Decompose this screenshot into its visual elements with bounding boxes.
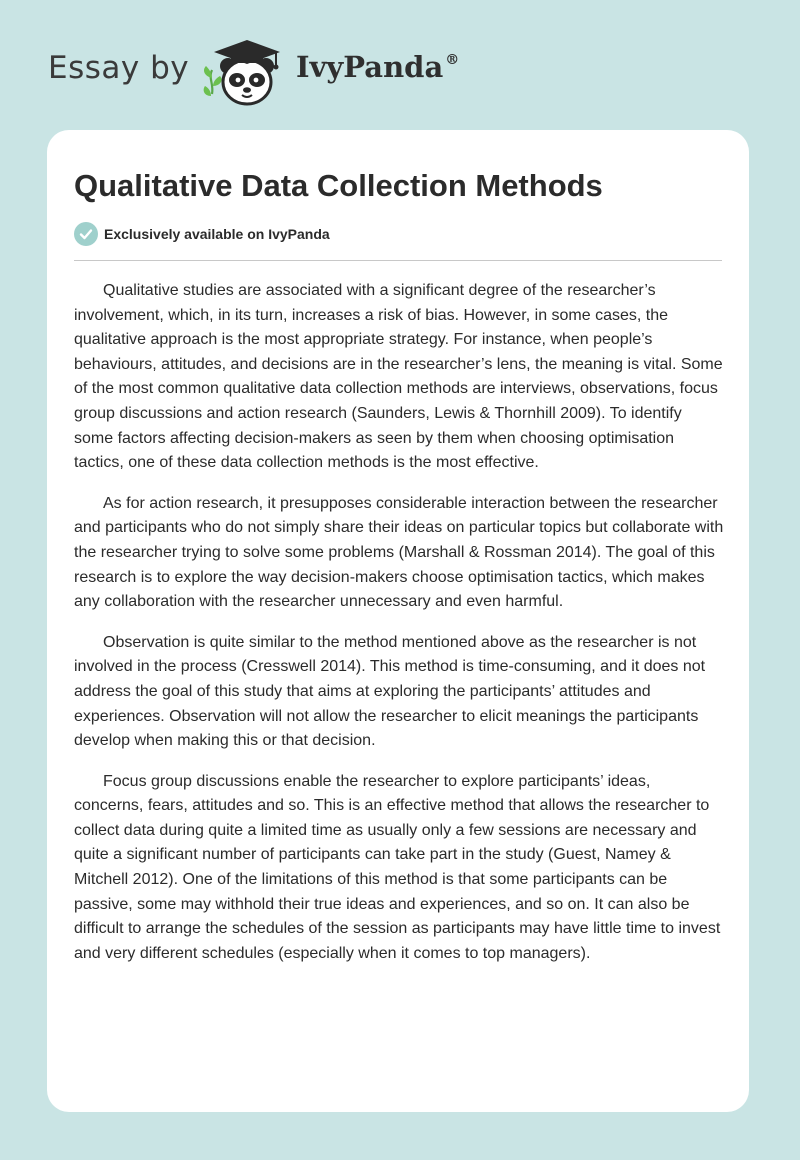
registered-mark: ® [445,52,460,68]
paragraph: As for action research, it presupposes considerable interaction between the researcher and participants who do not simply share their ideas on particular topics but collaborate with the researcher trying to solve some problems (Marshall & Rossman 2014). The goal of this research is to explore the way decision-makers choose optimisation tactics, which makes any collaboration with the researcher unnecessary and even harmful. [74,494,724,611]
article-body [74,279,724,982]
paragraph: Observation is quite similar to the method mentioned above as the researcher is not involved in the process (Cresswell 2014). This method is time-consuming, and it does not address the goal of this study that aims at exploring the participants’ attitudes and experiences. Observation will not allow the researcher to elicit meanings the participants develop when making this or that decision. [74,633,706,750]
badge-label: Exclusively available on IvyPanda [104,226,330,242]
panda-graduate-icon [198,34,294,108]
page-title: Qualitative Data Collection Methods [74,168,603,203]
essay-by-label: Essay by [48,50,190,86]
divider [74,260,722,261]
article-card [47,130,749,1112]
exclusive-badge [74,222,330,246]
paragraph: Focus group discussions enable the researcher to explore participants’ ideas, concerns, fears, attitudes and so. This is an effective method that allows the researcher to collect data during quite a limited time as usually only a few sessions are necessary and quite a significant number of participants can take part in the study (Guest, Namey & Mitchell 2012). One of the limitations of this method is that some participants can be passive, some may withhold their true ideas and experiences, and so on. It can also be difficult to arrange the schedules of the session as participants may have little time to invest and very different schedules (especially when it comes to top managers). [74,772,721,962]
check-circle-icon [74,222,98,246]
site-header [0,0,800,130]
paragraph: Qualitative studies are associated with a significant degree of the researcher’s involvement, which, in its turn, increases a risk of bias. However, in some cases, the qualitative approach is the most appropriate strategy. For instance, when people’s behaviours, attitudes, and decisions are in the researcher’s lens, the meaning is vital. Some of the most common qualitative data collection methods are interviews, observations, focus group discussions and action research (Saunders, Lewis & Thornhill 2009). To identify some factors affecting decision-makers as seen by them when choosing optimisation tactics, one of these data collection methods is the most effective. [74,282,723,472]
brand-logo-text: IvyPanda ® [296,50,460,84]
